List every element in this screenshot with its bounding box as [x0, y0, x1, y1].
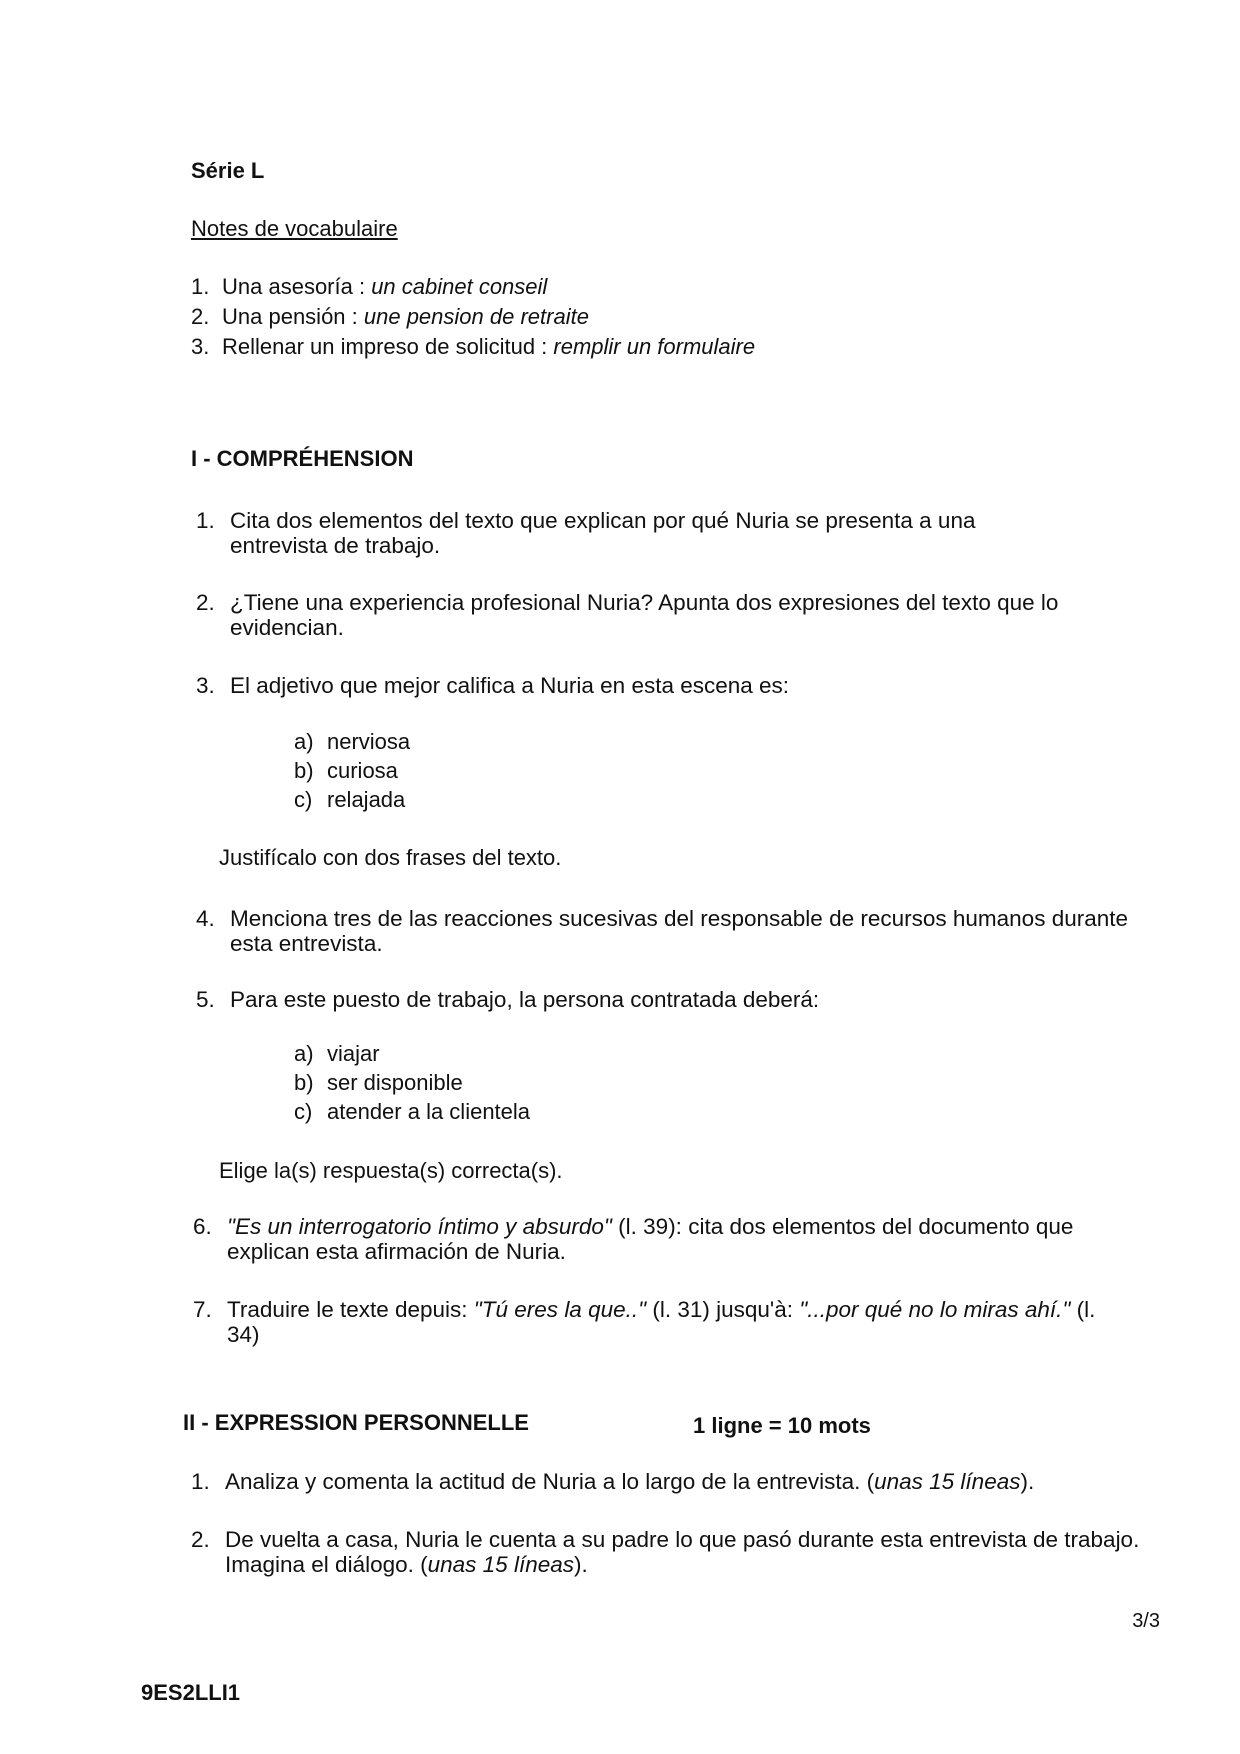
question-4: 4. Menciona tres de las reacciones sucesivas del responsable de recursos humanos durante esta entrevista. — [196, 906, 1129, 956]
page-number: 3/3 — [1132, 1610, 1160, 1632]
vocab-list — [191, 272, 755, 362]
expression-question-1: 1. Analiza y comenta la actitud de Nuria a lo largo de la entrevista. (unas 15 líneas). — [191, 1469, 1035, 1494]
question-1: 1. Cita dos elementos del texto que explican por qué Nuria se presenta a una entrevista de trabajo. — [196, 508, 976, 558]
question-7: 7. Traduire le texte depuis: "Tú eres la que.." (l. 31) jusqu'à: "...por qué no lo miras ahí." (l. 34) — [193, 1297, 1096, 1347]
expression-title: II - EXPRESSION PERSONNELLE — [183, 1410, 529, 1435]
question-5: 5. Para este puesto de trabajo, la persona contratada deberá: — [196, 987, 820, 1012]
expression-rule: 1 ligne = 10 mots — [693, 1413, 871, 1438]
series-label: Série L — [191, 158, 265, 183]
option-item: b) ser disponible — [294, 1070, 463, 1095]
question-2: 2. ¿Tiene una experiencia profesional Nuria? Apunta dos expresiones del texto que lo evidencian. — [196, 590, 1059, 640]
vocab-title: Notes de vocabulaire — [191, 216, 398, 241]
option-item: c) atender a la clientela — [294, 1099, 531, 1124]
question-3-options — [294, 727, 410, 814]
option-item: c) relajada — [294, 787, 406, 812]
comprehension-title: I - COMPRÉHENSION — [191, 446, 414, 471]
question-3-note: Justifícalo con dos frases del texto. — [219, 845, 562, 870]
vocab-item: 1. Una asesoría : un cabinet conseil — [191, 274, 548, 299]
option-item: a) viajar — [294, 1041, 380, 1066]
vocab-item: 2. Una pensión : une pension de retraite — [191, 304, 589, 329]
question-5-options — [294, 1039, 530, 1126]
vocab-item: 3. Rellenar un impreso de solicitud : remplir un formulaire — [191, 334, 756, 359]
question-5-note: Elige la(s) respuesta(s) correcta(s). — [219, 1158, 563, 1183]
option-item: b) curiosa — [294, 758, 398, 783]
option-item: a) nerviosa — [294, 729, 411, 754]
question-3: 3. El adjetivo que mejor califica a Nuria en esta escena es: — [196, 673, 790, 698]
document-code: 9ES2LLI1 — [141, 1680, 241, 1705]
expression-question-2: 2. De vuelta a casa, Nuria le cuenta a su padre lo que pasó durante esta entrevista de trabajo. Imagina el diálogo. (unas 15 líneas). — [191, 1527, 1140, 1577]
question-6: 6. "Es un interrogatorio íntimo y absurdo" (l. 39): cita dos elementos del documento que explican esta afirmación de Nuria. — [193, 1214, 1074, 1264]
